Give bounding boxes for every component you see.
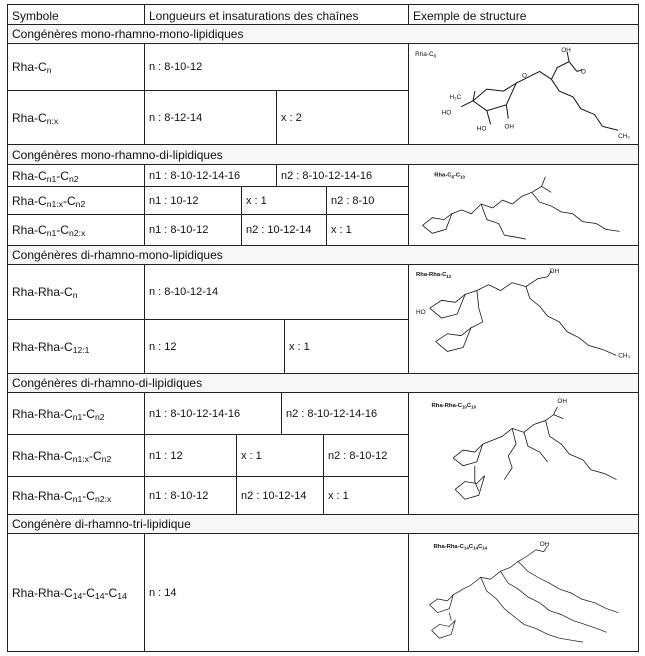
label-oh-top: OH xyxy=(561,46,571,54)
value-n: n : 14 xyxy=(149,586,177,599)
symbol-rha-rha-cn1-cn2x xyxy=(7,476,145,515)
value-n1: n1 : 8-10-12 xyxy=(149,224,209,236)
symbol-text: Rha-$Rha-C_{12:1}$ xyxy=(12,339,90,355)
header-symbol xyxy=(7,4,145,25)
label-ho: HO xyxy=(441,109,452,117)
symbol-text: Rha-$Rha-C_{14}-C_{14}-C_{14}$ xyxy=(12,585,127,601)
structure-rha-rha-c10-c10 xyxy=(408,392,639,515)
symbol-rha-cnx xyxy=(7,90,145,145)
symbol-rha-cn-text xyxy=(12,60,51,74)
label-o-ring: O xyxy=(522,72,527,80)
structure-title: Rha-$Rha-C_{14}C_{14}C_{14}$ xyxy=(433,543,488,551)
sym-sub: n xyxy=(46,65,52,76)
label-oh: OH xyxy=(539,540,550,548)
lengths-rha-cnx-x xyxy=(276,90,409,145)
symbol-rha-cn1-cn2x xyxy=(7,214,145,246)
value-n2: n2 : 10-12-14 xyxy=(246,224,312,236)
value-n1: n1 : 8-10-12-14-16 xyxy=(149,169,241,182)
value-n2: n2 : 10-12-14 xyxy=(241,489,307,502)
lengths-x xyxy=(326,214,409,246)
section-title-di-di xyxy=(7,373,639,393)
structure-rha-rha-c14-c14-c14 xyxy=(408,533,639,652)
rha-c8-c10-molecule-drawing xyxy=(409,165,638,245)
lengths-n xyxy=(144,319,285,374)
structure-rha-c8 xyxy=(408,43,639,145)
lengths-x xyxy=(236,434,324,477)
value-n1: n1 : 8-10-12 xyxy=(149,489,209,502)
value-n: n : 8-10-12-14 xyxy=(149,286,219,298)
lengths-n xyxy=(144,264,409,320)
section-title-mono-di xyxy=(7,144,639,165)
value-n2: n2 : 8-10-12 xyxy=(328,449,388,462)
rha-c8-molecule-drawing xyxy=(409,44,638,144)
symbol-text: Rha-$Rha-C_n$ xyxy=(12,285,78,301)
rhamnolipid-congener-table xyxy=(7,4,639,652)
symbol-rha-rha-cn xyxy=(7,264,145,320)
symbol-text: Rha-$Rha-C_{n1}-C_{n2:x}$ xyxy=(12,488,112,504)
value-x: x : 1 xyxy=(331,224,352,236)
header-symbol-text: Symbole xyxy=(12,9,59,23)
symbol-rha-cn1-cn2 xyxy=(7,164,145,187)
section-title-di-mono xyxy=(7,245,639,265)
symbol-text: Rha-$C_{n1}-C_{n2:x}$ xyxy=(12,223,86,239)
value-x: x : 1 xyxy=(328,489,349,502)
structure-rha-rha-c12 xyxy=(408,264,639,374)
lengths-rha-cn xyxy=(144,43,409,91)
symbol-text: Rha-$Rha-C_{n1}-C_{n2}$ xyxy=(12,406,105,422)
rha-rha-c12-molecule-drawing xyxy=(409,265,638,373)
value-n1: n1 : 10-12 xyxy=(149,194,199,207)
value-n2: n2 : 8-10 xyxy=(331,194,375,207)
value-n2: n2 : 8-10-12-14-16 xyxy=(286,407,378,420)
label-ch3: CH₃ xyxy=(618,133,630,141)
label-h3c: H₃C xyxy=(449,93,462,101)
lengths-n2 xyxy=(236,476,324,515)
value-n: n : 8-10-12 xyxy=(149,61,203,73)
value-x: x : 1 xyxy=(241,449,262,462)
header-example-text: Exemple de structure xyxy=(413,9,527,23)
lengths-n1 xyxy=(144,214,242,246)
label-ho: HO xyxy=(415,309,426,317)
rha-rha-c14-c14-c14-molecule-drawing xyxy=(409,534,638,651)
section-di-tri-text: Congénère di-rhamno-tri-lipidique xyxy=(12,517,191,531)
sym-base: Rha-C xyxy=(12,110,47,125)
header-lengths xyxy=(144,4,409,25)
symbol-rha-rha-c12-1 xyxy=(7,319,145,374)
header-example xyxy=(408,4,639,25)
label-oh: OH xyxy=(549,267,560,275)
symbol-text: Rha-$C_{n1:x}-C_{n2}$ xyxy=(12,193,86,209)
value-x: x : 1 xyxy=(289,340,310,353)
sym-base: Rha-C xyxy=(12,60,47,74)
lengths-n1 xyxy=(144,164,277,187)
lengths-n2 xyxy=(276,164,409,187)
lengths-n1 xyxy=(144,186,242,215)
section-title-di-tri xyxy=(7,514,639,534)
value-n: n : 12 xyxy=(149,340,177,353)
symbol-rha-rha-c14-c14-c14 xyxy=(7,533,145,652)
label-oh: OH xyxy=(557,397,568,405)
symbol-text: Rha-$C_{n1}-C_{n2}$ xyxy=(12,168,79,184)
lengths-n2 xyxy=(241,214,327,246)
label-o: O xyxy=(580,68,586,76)
section-di-di-text: Congénères di-rhamno-di-lipidiques xyxy=(12,376,203,390)
symbol-rha-cn1x-cn2 xyxy=(7,186,145,215)
lengths-rha-cnx-n xyxy=(144,90,277,145)
lengths-n xyxy=(144,533,409,652)
value-n1: n1 : 8-10-12-14-16 xyxy=(149,407,241,420)
label-ho-2: HO xyxy=(476,125,487,133)
structure-title: Rha-$C_8-C_{10}$ xyxy=(434,172,465,180)
lengths-n2 xyxy=(281,392,409,435)
structure-title: Rha-$Rha-C_{12}$ xyxy=(415,271,452,279)
value-n2: n2 : 8-10-12-14-16 xyxy=(281,169,373,182)
section-mono-mono-text: Congénères mono-rhamno-mono-lipidiques xyxy=(12,27,244,41)
sym-sub: n:x xyxy=(46,115,59,126)
rha-rha-c10-c10-molecule-drawing xyxy=(409,393,638,514)
lengths-x xyxy=(284,319,409,374)
structure-title: Rha-$Rha-C_{10}C_{10}$ xyxy=(431,402,477,410)
lengths-n1 xyxy=(144,476,237,515)
lengths-n2 xyxy=(323,434,409,477)
lengths-x xyxy=(323,476,409,515)
header-lengths-text: Longueurs et insaturations des chaînes xyxy=(149,9,359,23)
lengths-n2 xyxy=(326,186,409,215)
section-di-mono-text: Congénères di-rhamno-mono-lipidiques xyxy=(12,248,223,262)
lengths-n1 xyxy=(144,434,237,477)
label-oh-bottom: OH xyxy=(504,123,514,131)
structure-rha-c8-c10 xyxy=(408,164,639,246)
value-x: x : 1 xyxy=(246,194,267,207)
symbol-rha-cnx-text xyxy=(12,111,58,125)
symbol-text: Rha-$Rha-C_{n1:x}-C_{n2}$ xyxy=(12,448,112,464)
value-n: n : 8-12-14 xyxy=(149,111,203,124)
value-n1: n1 : 12 xyxy=(149,449,183,462)
symbol-rha-rha-cn1-cn2 xyxy=(7,392,145,435)
section-title-mono-mono xyxy=(7,24,639,44)
symbol-rha-cn xyxy=(7,43,145,91)
value-x: x : 2 xyxy=(281,111,302,124)
lengths-n1 xyxy=(144,392,282,435)
symbol-rha-rha-cn1x-cn2 xyxy=(7,434,145,477)
section-mono-di-text: Congénères mono-rhamno-di-lipidiques xyxy=(12,147,223,162)
label-ch3: CH₃ xyxy=(618,352,631,360)
lengths-x xyxy=(241,186,327,215)
structure-title: Rha-$C_8$ xyxy=(415,50,437,60)
